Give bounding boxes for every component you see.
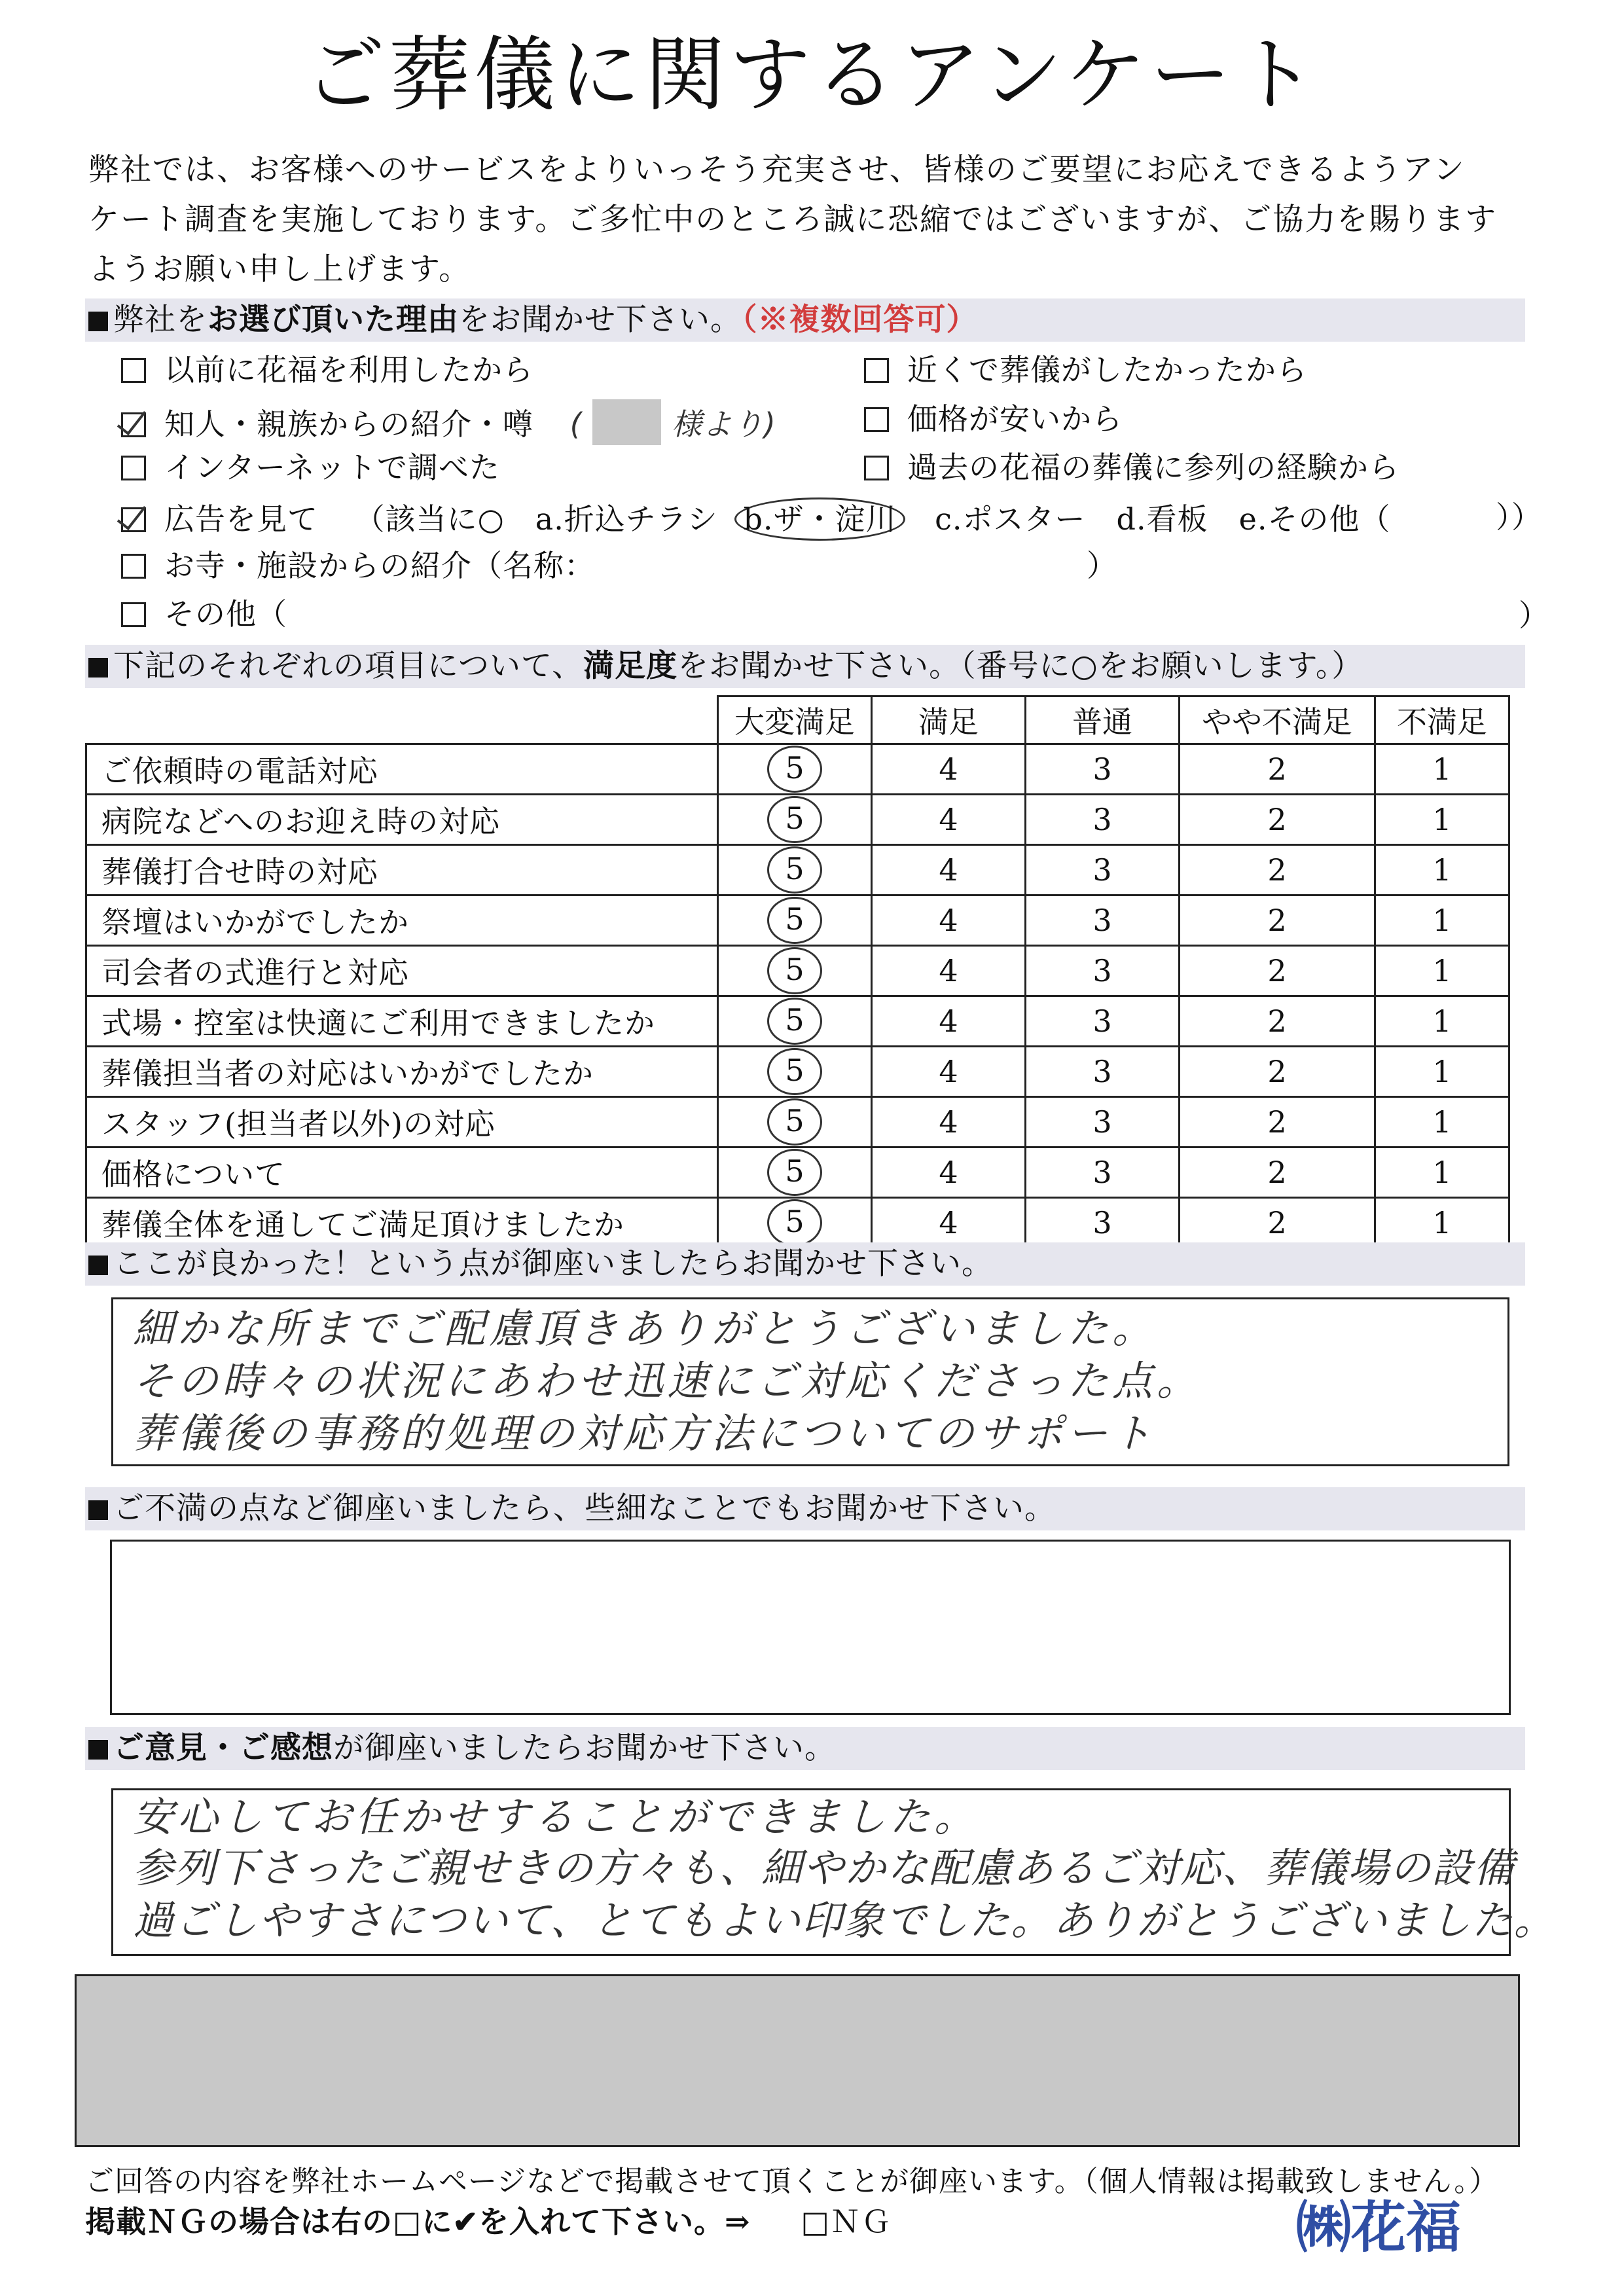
redacted-area xyxy=(77,1976,1518,2145)
q1-option-previous-use[interactable] xyxy=(121,350,533,389)
score-cell[interactable] xyxy=(1026,744,1180,795)
intro-line-2: ケート調査を実施しております。ご多忙中のところ誠に恐縮ではございますが、ご協力を賜ります xyxy=(88,202,1498,238)
score-value: 4 xyxy=(939,1155,958,1190)
score-cell[interactable] xyxy=(872,1148,1026,1198)
q2-title-prefix: 下記のそれぞれの項目について、 xyxy=(113,648,584,684)
q1-option-nearby[interactable] xyxy=(864,350,1307,389)
handwritten-line: 細かな所までご配慮頂きありがとうございました。 xyxy=(133,1305,1157,1352)
score-value: 2 xyxy=(1267,852,1287,888)
score-value: 3 xyxy=(1092,1054,1112,1089)
checkbox-icon[interactable] xyxy=(864,456,889,480)
table-row xyxy=(86,845,1509,895)
score-cell[interactable] xyxy=(718,795,872,845)
score-value: 1 xyxy=(1432,953,1452,988)
circled-score: 5 xyxy=(767,1048,822,1095)
score-cell[interactable] xyxy=(872,895,1026,946)
redacted-area-frame xyxy=(75,1974,1520,2147)
score-value: 2 xyxy=(1267,1104,1287,1140)
check-mark-icon: ✔ xyxy=(452,2204,479,2239)
score-value: 3 xyxy=(1092,953,1112,988)
score-value: 4 xyxy=(939,1205,958,1240)
handwritten-referrer: 様より) xyxy=(671,407,776,442)
q1-option-cheap[interactable] xyxy=(864,399,1123,439)
score-cell[interactable] xyxy=(718,946,872,996)
item-label: 祭壇はいかがでしたか xyxy=(86,895,718,946)
score-value: 4 xyxy=(939,953,958,988)
score-cell[interactable] xyxy=(1375,1148,1509,1198)
score-cell[interactable] xyxy=(1026,845,1180,895)
score-cell[interactable] xyxy=(718,1047,872,1097)
footer-ng-suffix: を入れて下さい。⇒ xyxy=(478,2204,751,2239)
item-label: ご依頼時の電話対応 xyxy=(86,744,718,795)
item-label: スタッフ(担当者以外)の対応 xyxy=(86,1097,718,1148)
circled-score: 5 xyxy=(767,1098,822,1146)
score-value: 3 xyxy=(1092,1104,1112,1140)
circled-score: 5 xyxy=(767,796,822,843)
q4-answer-box[interactable] xyxy=(110,1540,1511,1715)
option-label: インターネットで調べた xyxy=(164,450,500,485)
circled-score: 5 xyxy=(767,897,822,944)
score-value: 1 xyxy=(1432,1104,1452,1140)
score-cell[interactable] xyxy=(872,1097,1026,1148)
score-value: 2 xyxy=(1267,1054,1287,1089)
ad-circled-option: b.ザ・淀川 xyxy=(734,497,905,541)
option-label: 広告を見て xyxy=(164,501,318,537)
item-label: 司会者の式進行と対応 xyxy=(86,946,718,996)
table-row xyxy=(86,744,1509,795)
intro-line-1: 弊社では、お客様へのサービスをよりいっそう充実させ、皆様のご要望にお応えできるようアン xyxy=(88,152,1466,188)
score-cell[interactable] xyxy=(1026,996,1180,1047)
score-cell[interactable] xyxy=(1026,1198,1180,1248)
handwritten-line: 葬儀後の事務的処理の対応方法についてのサポート xyxy=(133,1409,1156,1457)
checked-checkbox-icon[interactable] xyxy=(121,412,146,437)
q5-answer-box[interactable] xyxy=(111,1788,1556,1956)
score-value: 1 xyxy=(1432,1205,1452,1240)
table-row xyxy=(86,996,1509,1047)
score-cell[interactable] xyxy=(1375,1047,1509,1097)
table-row xyxy=(86,1148,1509,1198)
score-cell[interactable] xyxy=(1180,1097,1375,1148)
score-cell[interactable] xyxy=(872,795,1026,845)
q1-option-referral[interactable] xyxy=(121,399,776,445)
q3-title-text: ここが良かった！という点が御座いましたらお聞かせ下さい。 xyxy=(113,1246,993,1282)
score-value: 4 xyxy=(939,1003,958,1039)
table-header-row xyxy=(86,696,1509,744)
checkbox-icon[interactable] xyxy=(864,358,889,383)
score-value: 2 xyxy=(1267,903,1287,938)
score-cell[interactable] xyxy=(872,744,1026,795)
table-corner xyxy=(86,696,718,744)
company-logo: ㈱花福 xyxy=(1296,2196,1462,2260)
score-value: 4 xyxy=(939,751,958,787)
q1-option-internet[interactable] xyxy=(121,448,500,487)
handwritten-line: 参列下さったご親せきの方々も、細やかな配慮あるご対応、葬儀場の設備 xyxy=(133,1844,1516,1892)
item-label: 葬儀打合せ時の対応 xyxy=(86,845,718,895)
table-row xyxy=(86,795,1509,845)
table-row xyxy=(86,1198,1509,1248)
score-cell[interactable] xyxy=(1026,895,1180,946)
score-cell[interactable] xyxy=(1180,845,1375,895)
q1-title-bold: お選び頂いた理由 xyxy=(208,302,459,338)
checkbox-icon[interactable] xyxy=(121,602,146,627)
score-cell[interactable] xyxy=(1180,1148,1375,1198)
score-value: 3 xyxy=(1092,1155,1112,1190)
circled-score: 5 xyxy=(767,846,822,894)
column-header: 不満足 xyxy=(1375,696,1509,744)
score-value: 4 xyxy=(939,802,958,837)
q1-option-advertisement[interactable] xyxy=(121,497,1390,541)
score-value: 1 xyxy=(1432,852,1452,888)
ad-close-paren: ）） xyxy=(1496,499,1542,535)
q1-option-temple[interactable] xyxy=(121,546,595,585)
table-row xyxy=(86,1047,1509,1097)
q1-note: （※複数回答可） xyxy=(742,302,978,338)
q1-title-suffix: をお聞かせ下さい。 xyxy=(459,302,742,338)
section-square-icon xyxy=(88,658,108,678)
score-value: 3 xyxy=(1092,903,1112,938)
q1-option-past-attendance[interactable] xyxy=(864,448,1399,487)
item-label: 式場・控室は快適にご利用できましたか xyxy=(86,996,718,1047)
q5-title-suffix: が御座いましたらお聞かせ下さい。 xyxy=(333,1730,836,1766)
score-cell[interactable] xyxy=(1026,795,1180,845)
score-value: 2 xyxy=(1267,751,1287,787)
q1-title-prefix: 弊社を xyxy=(113,302,208,338)
option-label: 以前に花福を利用したから xyxy=(164,352,533,388)
score-cell[interactable] xyxy=(872,946,1026,996)
intro-line-3: ようお願い申し上げます。 xyxy=(88,251,471,287)
table-row xyxy=(86,1097,1509,1148)
score-value: 1 xyxy=(1432,903,1452,938)
footer-notice: ご回答の内容を弊社ホームページなどで掲載させて頂くことが御座います。（個人情報は掲載致しません。） xyxy=(85,2165,1499,2198)
score-cell[interactable] xyxy=(1180,996,1375,1047)
score-cell[interactable] xyxy=(1375,895,1509,946)
q2-title-suffix: をお聞かせ下さい。（番号に○をお願いします。） xyxy=(677,648,1363,684)
score-cell[interactable] xyxy=(1375,845,1509,895)
score-cell[interactable] xyxy=(1180,1047,1375,1097)
temple-close-paren: ） xyxy=(1087,548,1117,583)
q1-section-title xyxy=(88,298,978,342)
redacted-name xyxy=(592,399,661,445)
circled-score: 5 xyxy=(767,1199,822,1246)
q2-section-title xyxy=(88,645,1363,688)
score-cell[interactable] xyxy=(872,1047,1026,1097)
table-row xyxy=(86,895,1509,946)
option-label: 近くで葬儀がしたかったから xyxy=(907,352,1307,388)
score-value: 2 xyxy=(1267,1003,1287,1039)
score-value: 3 xyxy=(1092,852,1112,888)
score-cell[interactable] xyxy=(1180,895,1375,946)
score-cell[interactable] xyxy=(872,996,1026,1047)
q5-section-title xyxy=(88,1727,836,1770)
option-label: 価格が安いから xyxy=(907,401,1123,437)
score-cell[interactable] xyxy=(1375,795,1509,845)
score-value: 1 xyxy=(1432,802,1452,837)
circled-score: 5 xyxy=(767,998,822,1045)
column-header: 普通 xyxy=(1026,696,1180,744)
q4-section-title xyxy=(88,1487,1056,1530)
checkbox-icon[interactable] xyxy=(864,407,889,432)
score-value: 4 xyxy=(939,1054,958,1089)
score-value: 3 xyxy=(1092,802,1112,837)
score-value: 1 xyxy=(1432,1155,1452,1190)
score-cell[interactable] xyxy=(718,996,872,1047)
column-header: 満足 xyxy=(872,696,1026,744)
checkbox-icon[interactable] xyxy=(121,456,146,480)
score-value: 2 xyxy=(1267,953,1287,988)
item-label: 葬儀担当者の対応はいかがでしたか xyxy=(86,1047,718,1097)
handwritten-line: 過ごしやすさについて、とてもよい印象でした。ありがとうございました。 xyxy=(133,1896,1556,1944)
score-cell[interactable] xyxy=(1180,1198,1375,1248)
score-value: 4 xyxy=(939,1104,958,1140)
score-value: 1 xyxy=(1432,751,1452,787)
score-cell[interactable] xyxy=(1180,795,1375,845)
q3-answer-box[interactable] xyxy=(111,1297,1509,1466)
handwritten-paren: ( xyxy=(569,407,583,442)
score-value: 4 xyxy=(939,903,958,938)
q3-section-title xyxy=(88,1242,993,1286)
ad-rest-options: c.ポスター d.看板 e.その他（ xyxy=(935,501,1391,537)
score-value: 3 xyxy=(1092,751,1112,787)
circled-score: 5 xyxy=(767,947,822,994)
score-value: 3 xyxy=(1092,1003,1112,1039)
score-cell[interactable] xyxy=(718,845,872,895)
section-square-icon xyxy=(88,312,108,331)
score-cell[interactable] xyxy=(1375,744,1509,795)
score-value: 4 xyxy=(939,852,958,888)
other-close-paren: ） xyxy=(1519,598,1549,633)
score-cell[interactable] xyxy=(1375,1097,1509,1148)
score-cell[interactable] xyxy=(718,895,872,946)
score-value: 1 xyxy=(1432,1003,1452,1039)
circled-score: 5 xyxy=(767,1149,822,1196)
score-cell[interactable] xyxy=(1180,946,1375,996)
score-cell[interactable] xyxy=(1375,1198,1509,1248)
score-cell[interactable] xyxy=(1375,996,1509,1047)
score-cell[interactable] xyxy=(1026,946,1180,996)
score-value: 3 xyxy=(1092,1205,1112,1240)
score-cell[interactable] xyxy=(872,1198,1026,1248)
option-label: 過去の花福の葬儀に参列の経験から xyxy=(907,450,1399,485)
score-cell[interactable] xyxy=(1026,1047,1180,1097)
column-header: 大変満足 xyxy=(718,696,872,744)
option-label: その他（ xyxy=(164,596,287,632)
satisfaction-table xyxy=(85,695,1510,1249)
page-title: ご葬儀に関するアンケート xyxy=(304,28,1320,122)
score-value: 2 xyxy=(1267,802,1287,837)
ng-checkbox[interactable]: □ＮＧ xyxy=(801,2204,892,2239)
score-cell[interactable] xyxy=(718,1198,872,1248)
handwritten-line: 安心してお任かせすることができました。 xyxy=(133,1793,979,1841)
table-row xyxy=(86,946,1509,996)
score-cell[interactable] xyxy=(718,744,872,795)
score-cell[interactable] xyxy=(718,1097,872,1148)
option-label: 知人・親族からの紹介・噂 xyxy=(164,407,533,442)
score-value: 2 xyxy=(1267,1155,1287,1190)
q1-option-other[interactable] xyxy=(121,594,287,634)
section-square-icon xyxy=(88,1500,108,1520)
score-value: 2 xyxy=(1267,1205,1287,1240)
score-cell[interactable] xyxy=(872,845,1026,895)
q5-title-bold: ご意見・ご感想 xyxy=(113,1730,333,1766)
q4-title-text: ご不満の点など御座いましたら、些細なことでもお聞かせ下さい。 xyxy=(113,1491,1056,1527)
footer-ng-line xyxy=(85,2198,892,2241)
score-cell[interactable] xyxy=(718,1148,872,1198)
handwritten-line: その時々の状況にあわせ迅速にご対応くださった点。 xyxy=(133,1357,1202,1405)
column-header: やや不満足 xyxy=(1180,696,1375,744)
score-cell[interactable] xyxy=(1026,1148,1180,1198)
score-cell[interactable] xyxy=(1375,946,1509,996)
item-label: 病院などへのお迎え時の対応 xyxy=(86,795,718,845)
checkbox-icon[interactable] xyxy=(121,358,146,383)
item-label: 葬儀全体を通してご満足頂けましたか xyxy=(86,1198,718,1248)
score-cell[interactable] xyxy=(1026,1097,1180,1148)
score-cell[interactable] xyxy=(1180,744,1375,795)
checked-checkbox-icon[interactable] xyxy=(121,507,146,532)
score-value: 1 xyxy=(1432,1054,1452,1089)
section-square-icon xyxy=(88,1256,108,1275)
option-label: お寺・施設からの紹介（名称： xyxy=(164,548,595,583)
checkbox-icon[interactable] xyxy=(121,554,146,579)
section-square-icon xyxy=(88,1740,108,1760)
q2-title-bold: 満足度 xyxy=(583,648,678,684)
footer-ng-prefix: 掲載ＮＧの場合は右の□に xyxy=(85,2204,453,2239)
item-label: 価格について xyxy=(86,1148,718,1198)
ad-sub-options: （該当に○ a.折込チラシ xyxy=(354,501,718,537)
circled-score: 5 xyxy=(767,746,822,793)
